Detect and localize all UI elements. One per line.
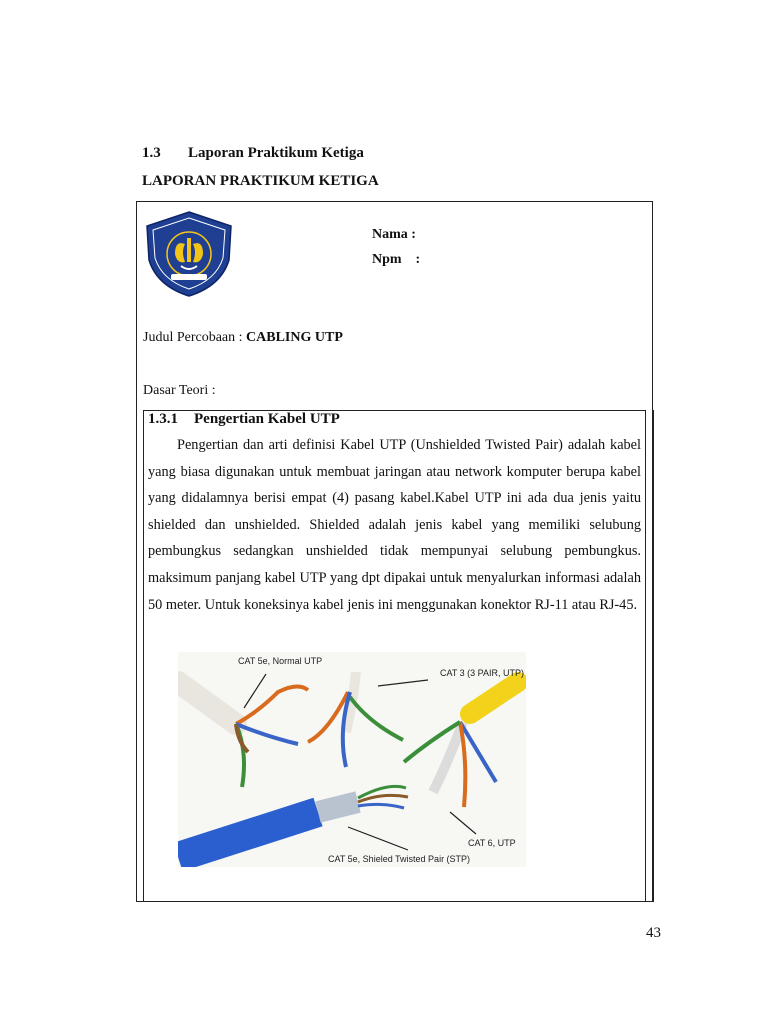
- judul-percobaan: [143, 330, 343, 346]
- subsection-heading: [148, 411, 340, 428]
- judul-value: CABLING UTP: [246, 330, 343, 345]
- label-stp: CAT 5e, Shieled Twisted Pair (STP): [328, 854, 471, 864]
- subsection-number: 1.3.1: [148, 411, 178, 427]
- dasar-teori-label: Dasar Teori :: [143, 383, 216, 398]
- section-heading: [142, 145, 364, 162]
- judul-label: Judul Percobaan :: [143, 330, 247, 345]
- label-cat5e-utp: CAT 5e, Normal UTP: [238, 656, 323, 666]
- definition-paragraph: Pengertian dan arti definisi Kabel UTP (Unshielded Twisted Pair) adalah kabel yang biasa digunakan untuk membuat jaringan atau network komputer berupa kabel yang didalamnya berisi empat (4) pasang kabel.Kabel UTP ini ada dua jenis yaitu shielded dan unshielded. Shielded adalah jenis kabel yang memiliki selubung pembungkus sedangkan unshielded tidak mempunyai selubung pembungkus. maksimum panjang kabel UTP yang dpt dipakai untuk menyalurkan informasi adalah 50 meter. Untuk koneksinya kabel jenis ini menggunakan konektor RJ-11 atau RJ-45.: [148, 437, 641, 613]
- section-title: Laporan Praktikum Ketiga: [188, 145, 364, 161]
- label-cat3: CAT 3 (3 PAIR, UTP): [440, 668, 525, 678]
- box-double-border: [653, 410, 654, 902]
- university-logo: [145, 210, 233, 298]
- npm-label: Npm :: [372, 252, 421, 267]
- report-title: LAPORAN PRAKTIKUM KETIGA: [142, 173, 379, 189]
- utp-cable-photo: [178, 652, 526, 867]
- page-number: 43: [646, 925, 661, 941]
- subsection-title: Pengertian Kabel UTP: [194, 411, 340, 427]
- label-cat6: CAT 6, UTP: [468, 838, 516, 848]
- nama-label: Nama :: [372, 227, 416, 242]
- section-number: 1.3: [142, 145, 161, 161]
